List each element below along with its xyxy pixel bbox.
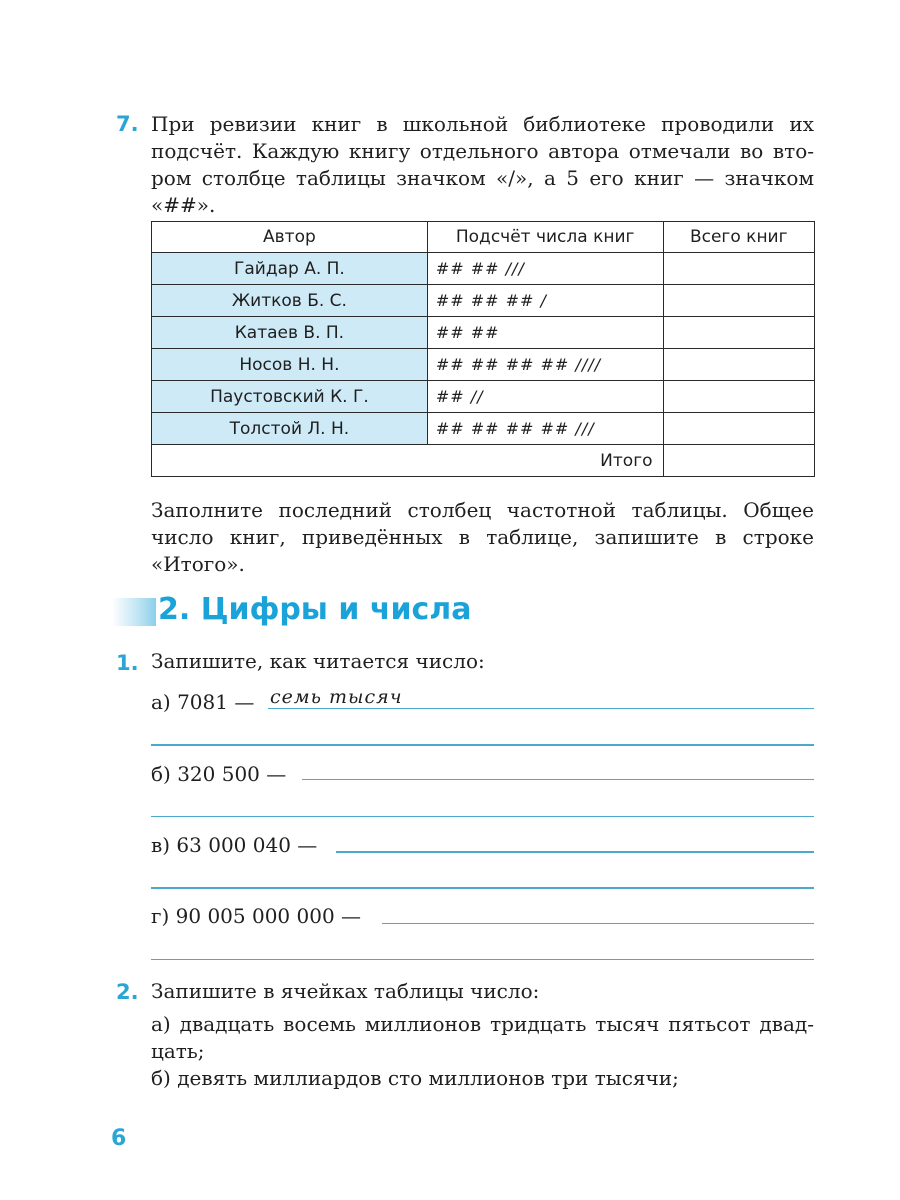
header-total: Всего книг (663, 222, 814, 253)
task-2-number: 2. (116, 980, 139, 1004)
table-row (152, 317, 815, 349)
task-2-line: цать; (151, 1039, 205, 1063)
outro-line: «Итого». (151, 552, 245, 576)
table-row (152, 285, 815, 317)
header-author: Автор (152, 222, 428, 253)
author-cell: Житков Б. С. (152, 285, 428, 317)
item-g-label: г) 90 005 000 000 — (151, 904, 362, 928)
task-2-prompt: Запишите в ячейках таблицы число: (151, 979, 540, 1003)
task-7-outro (151, 497, 814, 578)
tally-marks-cell: ## // (427, 381, 663, 413)
task-1-number: 1. (116, 651, 139, 675)
total-input-cell[interactable] (663, 413, 814, 445)
section-marker-bar (112, 598, 156, 626)
write-line[interactable] (151, 744, 814, 746)
task-2-line: а) двадцать восемь миллионов тридцать тысяч пятьсот двад- (151, 1012, 814, 1036)
tally-table (151, 221, 815, 477)
write-line[interactable] (302, 779, 814, 780)
author-cell: Катаев В. П. (152, 317, 428, 349)
table-header-row (152, 222, 815, 253)
table-row (152, 381, 815, 413)
author-cell: Толстой Л. Н. (152, 413, 428, 445)
write-line[interactable] (151, 959, 814, 960)
outro-line: Заполните последний столбец частотной таблицы. Общее (151, 498, 814, 522)
task-2-items (151, 1011, 814, 1092)
total-input-cell[interactable] (663, 381, 814, 413)
item-a-answer: семь тысяч (270, 686, 403, 708)
tally-marks-cell: ## ## (427, 317, 663, 349)
section-title: 2. Цифры и числа (158, 592, 472, 627)
page-number: 6 (111, 1126, 127, 1151)
itogo-input-cell[interactable] (663, 445, 814, 477)
itogo-label: Итого (152, 445, 664, 477)
author-cell: Гайдар А. П. (152, 253, 428, 285)
intro-line: ром столбце таблицы значком «/», а 5 его книг — значком (151, 166, 814, 190)
item-b-label: б) 320 500 — (151, 762, 287, 786)
author-cell: Паустовский К. Г. (152, 381, 428, 413)
total-input-cell[interactable] (663, 349, 814, 381)
tally-marks-cell: ## ## ## / (427, 285, 663, 317)
item-v-label: в) 63 000 040 — (151, 833, 318, 857)
table-total-row (152, 445, 815, 477)
total-input-cell[interactable] (663, 285, 814, 317)
write-line[interactable] (151, 816, 814, 817)
author-cell: Носов Н. Н. (152, 349, 428, 381)
write-line[interactable] (268, 708, 814, 709)
total-input-cell[interactable] (663, 253, 814, 285)
tally-marks-cell: ## ## /// (427, 253, 663, 285)
intro-line: «##». (151, 193, 216, 217)
write-line[interactable] (336, 851, 814, 853)
intro-line: подсчёт. Каждую книгу отдельного автора отмечали во вто- (151, 139, 814, 163)
task-7-intro (151, 111, 814, 219)
table-row (152, 349, 815, 381)
task-7-number: 7. (116, 112, 139, 136)
header-count: Подсчёт числа книг (427, 222, 663, 253)
table-row (152, 413, 815, 445)
write-line[interactable] (382, 923, 814, 924)
outro-line: число книг, приведённых в таблице, запишите в строке (151, 525, 814, 549)
item-a-label: а) 7081 — (151, 690, 255, 714)
intro-line: При ревизии книг в школьной библиотеке проводили их (151, 112, 814, 136)
task-2-line: б) девять миллиардов сто миллионов три тысячи; (151, 1066, 679, 1090)
task-1-prompt: Запишите, как читается число: (151, 649, 485, 673)
table-row (152, 253, 815, 285)
total-input-cell[interactable] (663, 317, 814, 349)
tally-marks-cell: ## ## ## ## /// (427, 413, 663, 445)
write-line[interactable] (151, 887, 814, 889)
tally-marks-cell: ## ## ## ## //// (427, 349, 663, 381)
